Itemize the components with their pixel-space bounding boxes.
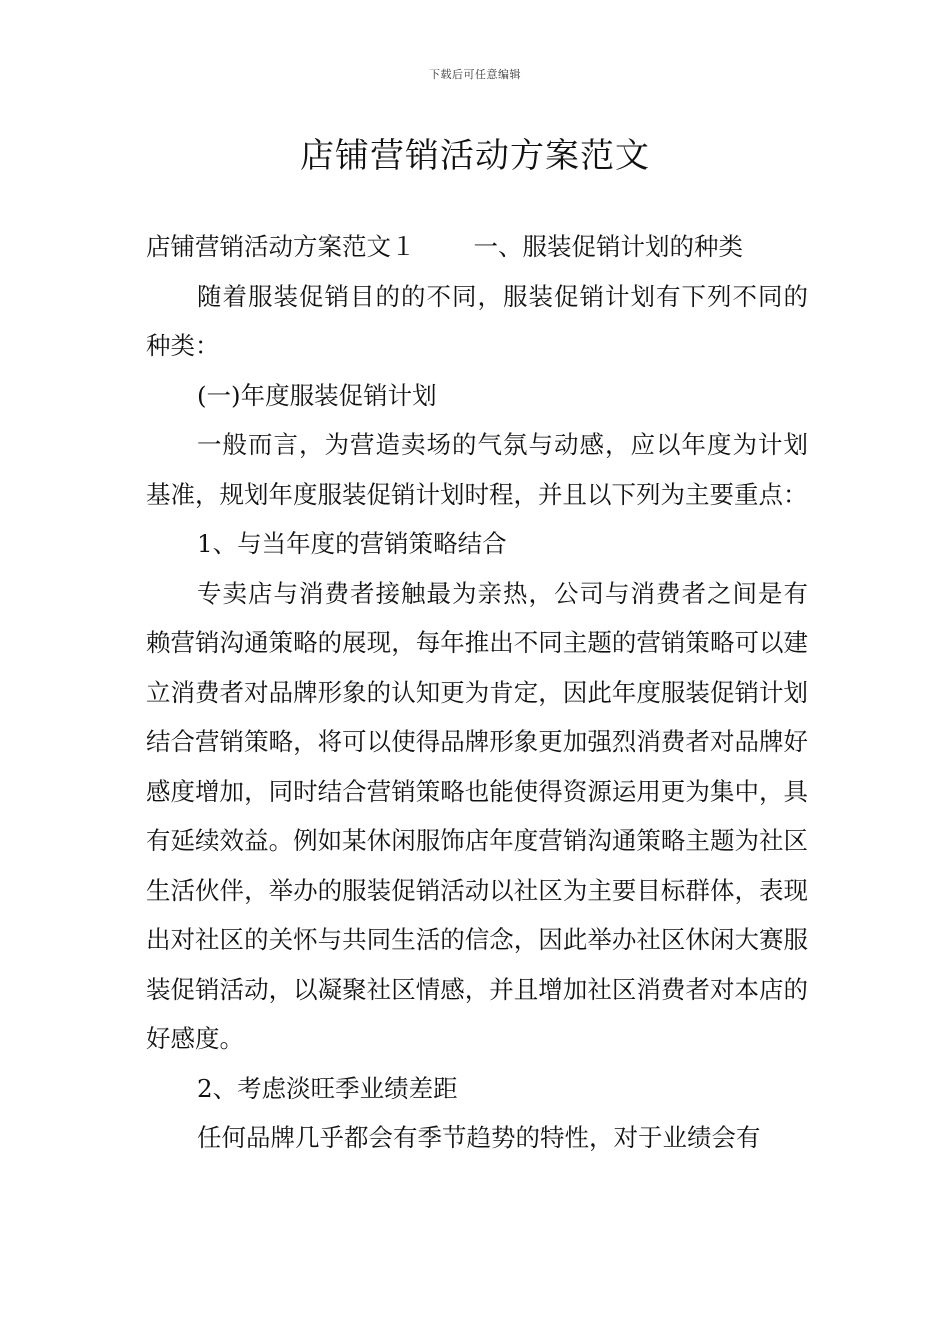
header-note: 下载后可任意编辑 (429, 68, 521, 81)
paragraph: 任何品牌几乎都会有季节趋势的特性，对于业绩会有 (197, 1123, 761, 1152)
paragraph: 一般而言，为营造卖场的气氛与动感，应以年度为计划基准，规划年度服装促销计划时程，并且以下列为主要重点： (146, 430, 808, 509)
paragraph: 随着服装促销目的的不同，服装促销计划有下列不同的种类： (146, 281, 808, 360)
paragraph: 专卖店与消费者接触最为亲热，公司与消费者之间是有赖营销沟通策略的展现，每年推出不同主题的营销策略可以建立消费者对品牌形象的认知更为肯定，因此年度服装促销计划结合营销策略，将可以使得品牌形象更加强烈消费者对品牌好感度增加，同时结合营销策略也能使得资源运用更为集中，具有延续效益。例如某休闲服饰店年度营销沟通策略主题为社区生活伙伴，举办的服装促销活动以社区为主要目标群体，表现出对社区的关怀与共同生活的信念，因此举办社区休闲大赛服装促销活动，以凝聚社区情感，并且增加社区消费者对本店的好感度。 (146, 578, 808, 1053)
first-line (146, 222, 808, 272)
section-heading: 一、服装促销计划的种类 (473, 232, 743, 261)
document-body (146, 222, 808, 1163)
subtitle-text: 店铺营销活动方案范文１ (146, 232, 416, 261)
document-title: 店铺营销活动方案范文 (300, 136, 650, 176)
paragraph: 1、与当年度的营销策略结合 (197, 529, 507, 558)
paragraph: 2、考虑淡旺季业绩差距 (197, 1073, 458, 1103)
paragraph: (一)年度服装促销计划 (197, 380, 437, 410)
